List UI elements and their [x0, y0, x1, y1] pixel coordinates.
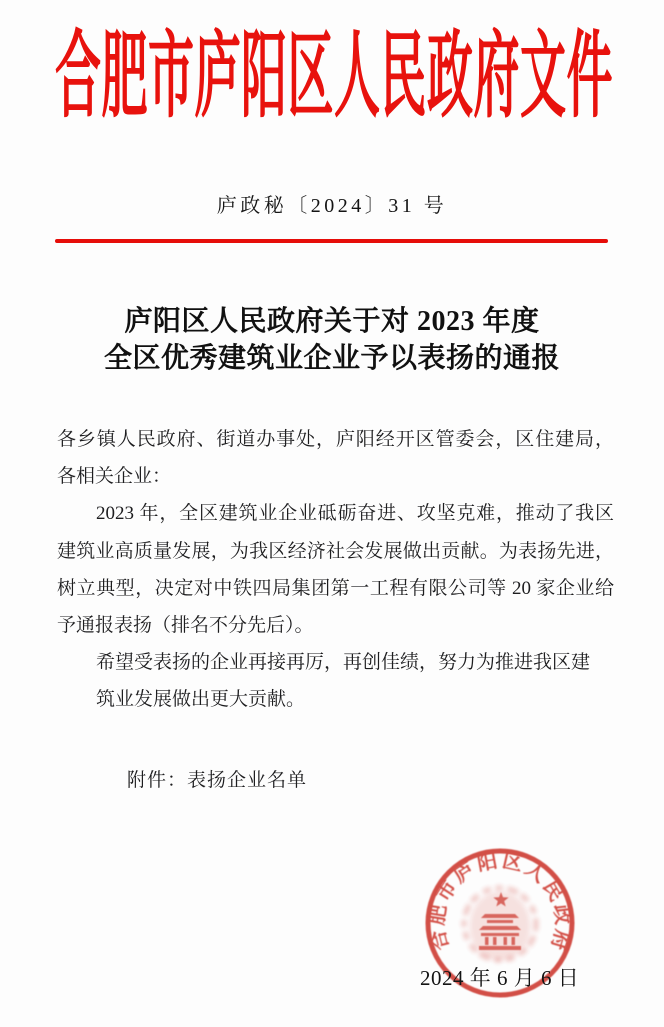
body-line: 树立典型，决定对中铁四局集团第一工程有限公司等 20 家企业给	[57, 577, 614, 599]
body-text	[57, 421, 614, 719]
issue-date: 2024 年 6 月 6 日	[420, 966, 580, 990]
document-title	[0, 303, 664, 377]
body-line: 予通报表扬（排名不分先后）。	[57, 614, 314, 636]
body-line: 各相关企业：	[57, 466, 172, 488]
body-line: 2023 年，全区建筑业企业砥砺奋进、攻坚克难，推动了我区	[96, 503, 614, 525]
document-title-line-1: 庐阳区人民政府关于对 2023 年度	[124, 306, 540, 337]
body-line: 筑业发展做出更大贡献。	[96, 689, 306, 711]
red-divider	[55, 239, 608, 243]
document-number: 庐政秘〔2024〕31 号	[216, 195, 448, 217]
body-line: 希望受表扬的企业再接再厉，再创佳绩，努力为推进我区建	[96, 652, 591, 674]
document-title-line-2: 全区优秀建筑业企业予以表扬的通报	[103, 343, 560, 374]
letterhead-title: 合肥市庐阳区人民政府文件	[55, 23, 613, 129]
body-line: 建筑业高质量发展，为我区经济社会发展做出贡献。为表扬先进，	[57, 540, 614, 562]
attachment-note: 附件：表扬企业名单	[127, 770, 308, 791]
seal-text: 合肥市庐阳区人民政府	[426, 849, 574, 956]
body-line: 各乡镇人民政府、街道办事处，庐阳经开区管委会，区住建局，	[57, 429, 614, 450]
